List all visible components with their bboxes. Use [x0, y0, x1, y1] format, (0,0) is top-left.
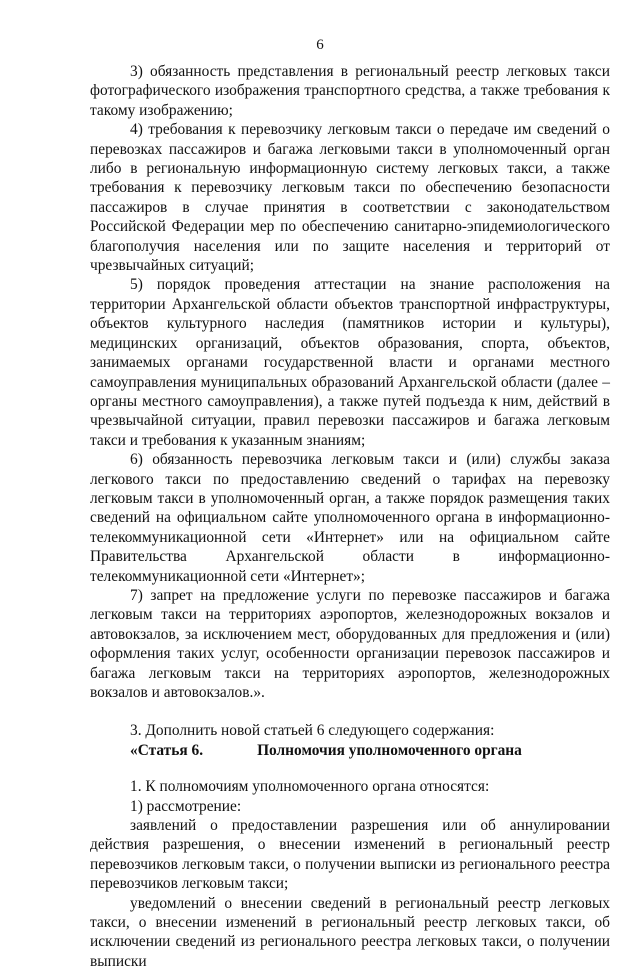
article-title: Полномочия уполномоченного органа [257, 741, 522, 759]
paragraph-item-4: 4) требования к перевозчику легковым такси о передаче им сведений о перевозках пассажиров и багажа легковыми такси в уполномоченный орган либо в региональную информационную систему легковых такси, а также требования к перевозчику легковым такси по обеспечению безопасности пассажиров в случае принятия в соответствии с законодательством Российской Федерации мер по обеспечению санитарно-эпидемиологического благополучия населения или по защите населения и территорий от чрезвычайных ситуаций; [90, 121, 610, 275]
article-heading [90, 741, 610, 760]
page-number: 6 [316, 37, 324, 53]
paragraph-review: 1) рассмотрение: [130, 797, 242, 815]
paragraph-item-3: 3) обязанность представления в региональный реестр легковых такси фотографического изображения транспортного средства, а также требования к такому изображению; [90, 63, 610, 119]
document-body [90, 62, 610, 971]
paragraph-item-5: 5) порядок проведения аттестации на знание расположения на территории Архангельской области объектов транспортной инфраструктуры, объектов культурного наследия (памятников истории и культуры), медицинских организаций, объектов образования, спорта, объектов, занимаемых органами государственной власти и органами местного самоуправления муниципальных образований Архангельской области (далее – органы местного самоуправления), а также путей подъезда к ним, действий в чрезвычайной ситуации, правил перевозки пассажиров и багажа легковым такси и требования к указанным знаниям; [90, 276, 610, 449]
paragraph-applications: заявлений о предоставлении разрешения или об аннулировании действия разрешения, о внесении изменений в региональный реестр перевозчиков легковым такси, о получении выписки из регионального реестра перевозчиков легковым такси; [90, 817, 610, 893]
paragraph-item-7: 7) запрет на предложение услуги по перевозке пассажиров и багажа легковым такси на территориях аэропортов, железнодорожных вокзалов и автовокзалов, за исключением мест, оборудованных для предложения и (или) оформления таких услуг, особенности организации перевозок пассажиров и багажа легковым такси на территориях аэропортов, железнодорожных вокзалов и автовокзалов.». [90, 586, 610, 701]
amendment-line: 3. Дополнить новой статьей 6 следующего содержания: [130, 722, 495, 740]
paragraph-powers-intro: 1. К полномочиям уполномоченного органа относятся: [130, 778, 490, 796]
article-number: «Статья 6. [130, 741, 204, 759]
paragraph-item-6: 6) обязанность перевозчика легковым такси и (или) службы заказа легкового такси по предоставлению сведений о тарифах на перевозку легковым такси в уполномоченный орган, а также порядок размещения таких сведений на официальном сайте уполномоченного органа в информационно-телекоммуникационной сети «Интернет» или на официальном сайте Правительства Архангельской области в информационно-телекоммуникационной сети «Интернет»; [90, 451, 610, 585]
paragraph-notifications: уведомлений о внесении сведений в региональный реестр легковых такси, о внесении изменений в региональный реестр легковых такси, об исключении сведений из регионального реестра легковых такси, о получении выписки [90, 894, 610, 970]
